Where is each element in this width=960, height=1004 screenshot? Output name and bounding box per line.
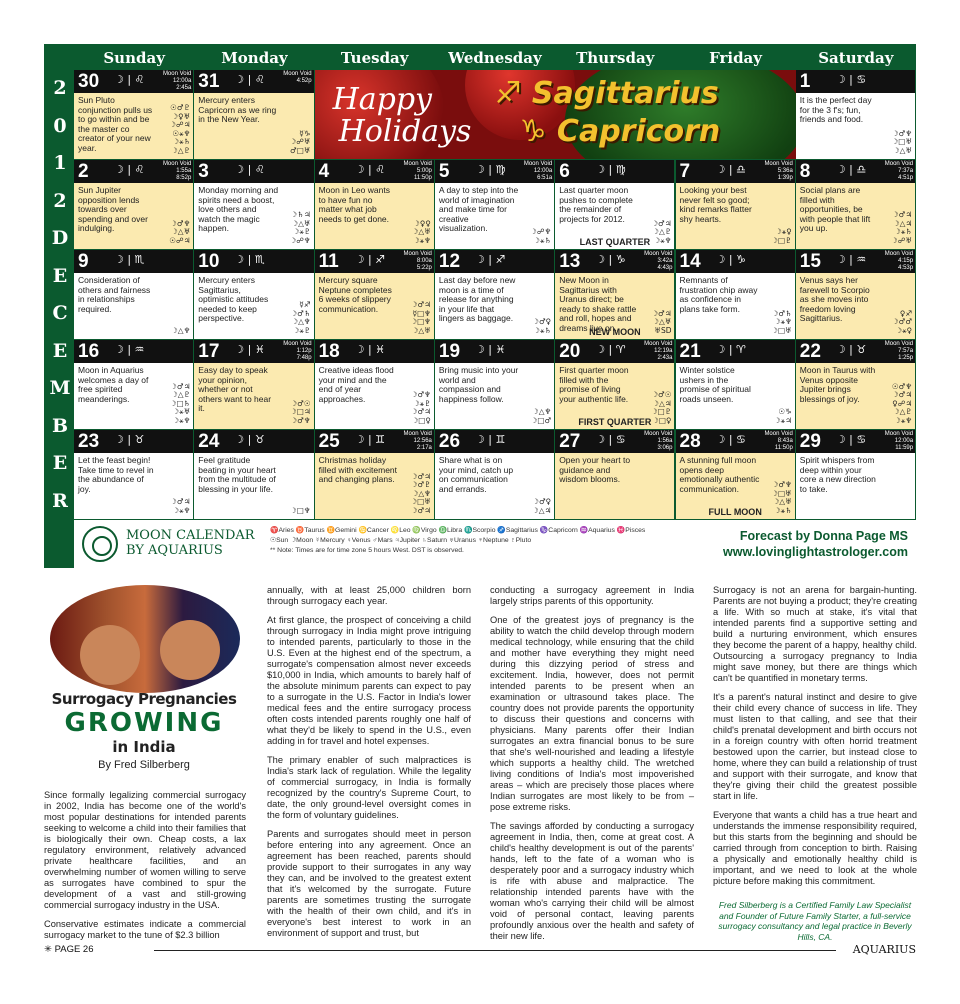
calendar-day-3	[194, 160, 314, 250]
moon-sign: ☽ | ♊	[354, 433, 386, 446]
calendar-day-5	[435, 160, 555, 250]
vertical-letter: D	[51, 227, 69, 250]
day-number: 23	[78, 431, 100, 452]
day-number: 25	[318, 431, 340, 452]
day-header	[194, 250, 313, 273]
day-number: 15	[799, 251, 821, 272]
forecast-credit: Forecast by Donna Page MS www.lovinglightastrologer.com	[723, 529, 908, 559]
aspect-list: ☽♂♆ ☽□♅ ☽△♅ ☽⚹♄	[771, 480, 792, 515]
weekday-saturday: Saturday	[818, 49, 894, 67]
moon-void-times: Moon Void 5:00p 11:50p	[403, 161, 432, 181]
moon-sign: ☽ | ♐	[354, 253, 386, 266]
calendar-footer	[74, 520, 916, 568]
article-byline: By Fred Silberberg	[98, 759, 190, 771]
aspect-list: ☽⚹♀ ☽□♇	[771, 227, 792, 245]
day-header	[194, 160, 313, 183]
day-forecast: A day to step into the world of imagination and make time for creative visualization.	[438, 185, 519, 233]
day-number: 9	[78, 251, 89, 272]
moon-void-times: Moon Void 7:57a 1:25p	[884, 341, 914, 361]
day-number: 29	[799, 431, 821, 452]
day-header	[676, 250, 795, 273]
calendar-day-11	[315, 250, 435, 340]
moon-void-times: Moon Void 4:15p 4:53p	[884, 251, 914, 271]
calendar-day-29	[796, 430, 916, 520]
author-bio: Fred Silberberg is a Certified Family Law Specialist and Founder of Future Family Starter, a full-service surrogacy consultancy and legal practice in Beverly Hills, CA.	[718, 900, 912, 942]
article-paragraph: conducting a surrogacy agreement in India largely strips parents of this opportunity.	[490, 585, 694, 606]
day-body	[555, 453, 674, 519]
moon-void-times: Moon Void 1:55a 8:52p	[162, 161, 192, 181]
day-number: 26	[438, 431, 461, 452]
moon-void-times: Moon Void 12:19a 2:43a	[644, 341, 673, 361]
day-forecast: Easy day to speak your opinion, whether or not others want to hear it.	[198, 365, 272, 413]
moon-void-times: Moon Void 12:00a 6:51a	[523, 161, 553, 181]
day-number: 2	[78, 161, 89, 182]
day-number: 19	[438, 341, 461, 362]
day-header	[435, 430, 554, 453]
day-header	[315, 160, 434, 183]
day-forecast: Winter solstice ushers in the promise of spiritual roads unseen.	[679, 365, 751, 404]
day-body	[194, 93, 313, 159]
day-body	[555, 183, 674, 249]
symbol-legend: ♈Aries ♉Taurus ♊Gemini ♋Cancer ♌Leo ♍Virgo ♎Libra ♏Scorpio ♐Sagittarius ♑Capricorn ♒Aquarius ♓Pisces ☉Sun ☽Moon ☿Mercury ♀Venus ♂Mars ♃Jupiter ♄Saturn ♅Uranus ♆Neptune ♇Pluto ** Note: Times are for time zone 5 hours West. DST is observed.	[270, 527, 646, 554]
day-header	[74, 340, 193, 363]
article-column-2	[267, 585, 471, 947]
day-body	[796, 363, 915, 429]
calendar-day-7	[676, 160, 796, 250]
moon-sign: ☽ | ♋	[835, 73, 867, 86]
day-number: 13	[559, 251, 581, 272]
day-body	[676, 363, 795, 429]
day-body	[676, 273, 795, 339]
vertical-letter: C	[52, 302, 68, 325]
moon-void-times: Moon Void 12:00a 11:59p	[884, 431, 914, 451]
day-body	[555, 363, 674, 429]
day-header	[435, 340, 554, 363]
day-forecast: Last day before new moon is a time of release for anything in your life that lingers as baggage.	[438, 275, 516, 323]
magazine-name: AQUARIUS	[852, 943, 916, 956]
moon-sign: ☽ | ♋	[595, 433, 626, 446]
aspect-list: ☉♂♇ ☽♀♅ ☽☍♃ ☉⚹♆ ☽⚹♄ ☽△♇	[169, 103, 191, 155]
aspect-list: ☽♂♀ ☽⚹♄	[532, 317, 552, 335]
day-header	[315, 430, 434, 453]
day-header	[676, 340, 795, 363]
day-body	[74, 363, 193, 429]
aspect-list: ☽♂♆ ☽□♅ ☽△♅	[891, 128, 913, 155]
day-forecast: Last quarter moon pushes to complete the remainder of projects for 2012.	[559, 185, 633, 224]
day-forecast: Moon in Taurus with Venus opposite Jupiter brings blessings of joy.	[799, 365, 876, 404]
moon-sign: ☽ | ♉	[114, 433, 145, 446]
day-body	[74, 93, 193, 159]
weekday-monday: Monday	[221, 49, 288, 67]
calendar-day-13	[555, 250, 675, 340]
day-forecast: New Moon in Sagittarius with Uranus direct; be ready to shake rattle and roll, hopes and dreams live on.	[559, 275, 637, 333]
aspect-list: ♀♐ ☽♂♂ ☽⚹♀	[891, 308, 913, 335]
weekday-header	[74, 46, 916, 70]
day-forecast: Looking your best never felt so good; kind remarks flatter shy hearts.	[679, 185, 752, 224]
day-forecast: A stunning full moon opens deep emotionally authentic communication.	[679, 455, 760, 494]
day-header	[74, 430, 193, 453]
moon-void-times: Moon Void 12:56a 2:17a	[403, 431, 432, 451]
vertical-letter: 2	[53, 189, 67, 212]
moon-void-times: Moon Void 4:52p	[283, 71, 312, 84]
holiday-banner	[315, 70, 796, 159]
day-forecast: Feel gratitude beating in your heart from the multitude of blessing in your life.	[198, 455, 276, 494]
day-header	[796, 250, 915, 273]
article-title: Surrogacy Pregnancies GROWING in India By Fred Silberberg	[44, 690, 244, 771]
aspect-list: ☽♂♆ ☽⚹♇ ☽♂♃ ☽□♀	[410, 390, 431, 425]
day-forecast: Moon in Leo wants to have fun no matter what job needs to get done.	[318, 185, 390, 224]
vertical-letter: 1	[53, 152, 67, 175]
article-paragraph: At first glance, the prospect of conceiving a child through surrogacy in India might prove intriguing to intended parents, particularly to those in the U.S. Even at the highest end of the spectrum, a surrogate's compensation almost never exceeds $10,000 in India, which amounts to barely half of the absolute minimum parents can expect to pay to a surrogate in the U.S. Factor in India's lower medical fees and the entire surrogacy process often costs intended parents roughly one half of what they'd be likely to spend in the U.S., even adding in for travel and hotel expenses.	[267, 615, 471, 746]
moon-phase-label: LAST QUARTER	[579, 237, 651, 247]
weekday-thursday: Thursday	[576, 49, 655, 67]
moon-sign: ☽ | ♉	[835, 343, 867, 356]
calendar-day-21	[676, 340, 796, 430]
day-number: 8	[799, 161, 811, 182]
moon-sign: ☽ | ♎	[835, 163, 867, 176]
vertical-letter: 2	[53, 77, 67, 100]
moon-sign: ☽ | ♌	[114, 73, 145, 86]
moon-sign: ☽ | ♑	[595, 253, 626, 266]
moon-sign: ☽ | ♈	[595, 343, 626, 356]
moon-sign: ☽ | ♏	[114, 253, 145, 266]
moon-void-times: Moon Void 8:00a 5:22p	[403, 251, 432, 271]
day-header	[435, 160, 554, 183]
article-paragraph: It's a parent's natural instinct and desire to give their child every chance of success in life. They must listen to that calling, and see that their child's prenatal development and birth occurs not in a foreign country with often horrid treatment bestowed upon the carrier, but instead close to home, where they can build a relationship of trust and support with their surrogate, and know that they're giving their child the greatest possible start in life.	[713, 692, 917, 801]
calendar-day-8	[796, 160, 916, 250]
day-body	[676, 183, 795, 249]
article-photo	[50, 585, 240, 693]
moon-void-times: Moon Void 3:42a 4:43p	[644, 251, 673, 271]
article-paragraph: annually, with at least 25,000 children born through surrogacy each year.	[267, 585, 471, 606]
moon-sign: ☽ | ♒	[114, 343, 145, 356]
moon-void-times: Moon Void 12:00a 2:45a	[162, 71, 192, 91]
weekday-friday: Friday	[709, 49, 762, 67]
day-number: 16	[78, 341, 100, 362]
day-forecast: Moon in Aquarius welcomes a day of free spirited meanderings.	[78, 365, 149, 404]
day-header	[194, 430, 313, 453]
day-number: 20	[559, 341, 581, 362]
day-header	[74, 160, 193, 183]
day-header	[315, 340, 434, 363]
calendar-day-30	[74, 70, 194, 160]
aspect-list: ☉♑ ☽⚹♃	[773, 407, 792, 425]
aspect-list: ☽△♆	[171, 325, 191, 335]
day-number: 27	[559, 431, 581, 452]
day-body	[315, 273, 434, 339]
day-body	[796, 93, 915, 159]
day-body	[74, 183, 193, 249]
day-header	[796, 430, 915, 453]
calendar-day-14	[676, 250, 796, 340]
vertical-letter: E	[52, 264, 68, 287]
day-number: 22	[799, 341, 821, 362]
day-forecast: Mercury enters Sagittarius, optimistic attitudes needed to keep perspective.	[198, 275, 269, 323]
calendar-day-20	[555, 340, 675, 430]
moon-phase-label: NEW MOON	[589, 327, 641, 337]
day-header	[796, 70, 915, 93]
weekday-wednesday: Wednesday	[448, 49, 542, 67]
day-header	[796, 340, 915, 363]
day-body	[74, 453, 193, 519]
moon-void-times: Moon Void 1:12p 7:48p	[283, 341, 312, 361]
day-body	[435, 363, 554, 429]
moon-sign: ☽ | ♌	[234, 73, 265, 86]
weekday-tuesday: Tuesday	[340, 49, 409, 67]
moon-void-times: Moon Void 7:37a 4:51p	[884, 161, 914, 181]
vertical-letter: 0	[53, 114, 67, 137]
moon-sign: ☽ | ♓	[354, 343, 386, 356]
aspect-list: ☽♂☉ ☽△♃ ☽□♇ ☽□♀	[650, 390, 672, 425]
article-paragraph: Since formally legalizing commercial surrogacy in 2002, India has become one of the world's most popular destinations for intended parents seeking to welcome a child into their families that is biologically their own. Cheap costs, a lax regulatory environment, relatively advanced private healthcare facilities, and an overwhelming number of women willing to serve as surrogates have combined to spur the development of a vast and still-growing commercial surrogacy industry in the USA.	[44, 790, 246, 910]
day-number: 30	[78, 71, 100, 92]
article-paragraph: Surrogacy is not an arena for bargain-hunting. Parents are not buying a product; they're creating a life. With so much at stake, it's vital that intended parents find a supportive setting and build a nurturing environment, which ensures they become the parent of a happy, healthy child. Outsourcing a surrogacy pregnancy to India might save money, but there are things which can't be quantified in monetary terms.	[713, 585, 917, 683]
day-forecast: Creative ideas flood your mind and the end of year approaches.	[318, 365, 394, 404]
vertical-letter: R	[52, 489, 68, 512]
vertical-letter: M	[49, 377, 71, 400]
vertical-letter: B	[51, 414, 69, 437]
article-paragraph: The primary enabler of such malpractices is India's stark lack of regulation. While the legality of commercial surrogacy, in India is formally recognized by the country's Supreme Court, to date, the only ground-level oversight comes in the form of voluntary guidelines.	[267, 755, 471, 820]
day-number: 6	[559, 161, 570, 182]
moon-void-times: Moon Void 8:43a 11:50p	[764, 431, 793, 451]
moon-sign: ☽ | ♐	[474, 253, 506, 266]
aspect-list: ☿♑ ☽☍♅ ♂□♅	[289, 128, 311, 155]
day-forecast: Bring music into your world and compassion and happiness follow.	[438, 365, 519, 404]
calendar-day-26	[435, 430, 555, 520]
article-paragraph: Conservative estimates indicate a commercial surrogacy market to the tune of $2.3 billion	[44, 919, 246, 940]
aspect-list: ☿♐ ☽♂♄ ☽△♆ ☽⚹♇	[290, 300, 311, 335]
aspect-list: ☽♂♃ ☽△♅ ♅SD	[651, 308, 672, 335]
day-body	[555, 273, 674, 339]
day-header	[74, 250, 193, 273]
aspect-list: ☽□♆	[290, 505, 311, 515]
aspect-list: ☽△♆ ☽□♂	[530, 407, 552, 425]
moon-sign: ☽ | ♓	[474, 343, 506, 356]
aspect-list: ☽☍♆ ☽⚹♄	[530, 227, 552, 245]
moon-sign: ☽ | ♉	[234, 433, 265, 446]
moon-phase-label: FIRST QUARTER	[578, 417, 652, 427]
day-header	[555, 250, 674, 273]
calendar-day-27	[555, 430, 675, 520]
sagittarius-title: ♐ Sagittarius	[494, 76, 719, 111]
day-body	[194, 273, 313, 339]
calendar-day-16	[74, 340, 194, 430]
day-body	[435, 453, 554, 519]
day-forecast: Mercury enters Capricorn as we ring in the New Year.	[198, 95, 277, 124]
day-forecast: Open your heart to guidance and wisdom blooms.	[559, 455, 631, 484]
day-forecast: Sun Jupiter opposition lends towards over spending and over indulging.	[78, 185, 148, 233]
calendar-day-4	[315, 160, 435, 250]
day-number: 24	[198, 431, 220, 452]
day-header	[555, 430, 674, 453]
calendar-day-1	[796, 70, 916, 160]
day-header	[194, 70, 313, 93]
day-forecast: Sun Pluto conjunction pulls us to go within and be the master co creator of your new year.	[78, 95, 153, 153]
day-number: 1	[799, 71, 811, 92]
day-header	[194, 340, 313, 363]
day-number: 31	[198, 71, 220, 92]
moon-sign: ☽ | ♈	[715, 343, 746, 356]
day-header	[315, 250, 434, 273]
calendar-day-2	[74, 160, 194, 250]
calendar-day-24	[194, 430, 314, 520]
day-header	[676, 160, 795, 183]
day-body	[315, 453, 434, 519]
article-column-1	[44, 790, 246, 949]
vertical-letter: E	[52, 452, 68, 475]
day-number: 21	[679, 341, 701, 362]
moon-sign: ☽ | ♊	[474, 433, 506, 446]
moon-sign: ☽ | ♍	[595, 163, 626, 176]
day-body	[796, 453, 915, 519]
moon-calendar-logo: MOON CALENDAR BY AQUARIUS	[126, 528, 255, 558]
aspect-list: ☽♀♀ ☽△♅ ☽⚹♆	[411, 218, 431, 245]
month-year-vertical-label	[46, 70, 74, 520]
aspect-list: ☽♂♃ ☿□♆ ☽□♆ ☽△♅	[410, 300, 431, 335]
aspect-list: ☽♄♃ ☽△♅ ☽⚹♇ ☽☍♆	[289, 210, 311, 245]
day-forecast: Monday morning and spirits need a boost, love others and watch the magic happen.	[198, 185, 279, 233]
article-paragraph: Everyone that wants a child has a true heart and understands the immense responsibility required, but this starts from the beginning and should be carried through from conception to birth. Raising a physically and emotionally healthy child is important, and we need to look at the whole picture before making this commitment.	[713, 810, 917, 886]
day-forecast: Consideration of others and fairness in relationships required.	[78, 275, 151, 314]
day-body	[194, 183, 313, 249]
capricorn-title: ♑ Capricorn	[519, 114, 721, 149]
calendar-day-9	[74, 250, 194, 340]
aspect-list: ☽♂♃ ☽△♇ ☽⚹♆	[651, 218, 672, 245]
day-header	[676, 430, 795, 453]
calendar-day-22	[796, 340, 916, 430]
day-header	[796, 160, 915, 183]
aspect-list: ☽♂♃ ☽♂♇ ☽△♆ ☽□♅ ☽♂♃	[410, 471, 431, 515]
moon-sign: ☽ | ♎	[715, 163, 746, 176]
moon-sign: ☽ | ♌	[234, 163, 265, 176]
website-link[interactable]: www.lovinglightastrologer.com	[723, 545, 908, 559]
day-body	[194, 363, 313, 429]
day-forecast: Share what is on your mind, catch up on communication and errands.	[438, 455, 514, 494]
calendar-day-23	[74, 430, 194, 520]
article-column-3	[490, 585, 694, 950]
calendar-day-6	[555, 160, 675, 250]
moon-sign: ☽ | ♒	[835, 253, 867, 266]
calendar-day-31	[194, 70, 314, 160]
aspect-list: ☽♂♆ ☽△♅ ☉☍♃	[169, 218, 191, 245]
day-forecast: First quarter moon filled with the promise of living your authentic life.	[559, 365, 629, 404]
moon-sign: ☽ | ♑	[715, 253, 746, 266]
day-header	[435, 250, 554, 273]
day-body	[194, 453, 313, 519]
moon-sign: ☽ | ♍	[474, 163, 506, 176]
moon-sign: ☽ | ♋	[835, 433, 867, 446]
day-forecast: Spirit whispers from deep within your core a new direction to take.	[799, 455, 876, 494]
day-body	[676, 453, 795, 519]
day-number: 17	[198, 341, 220, 362]
aspect-list: ☽♂♀ ☽△♃	[531, 497, 552, 515]
day-forecast: Christmas holiday filled with excitement and changing plans.	[318, 455, 398, 484]
day-body	[435, 183, 554, 249]
day-number: 28	[679, 431, 701, 452]
day-body	[796, 183, 915, 249]
calendar-day-25	[315, 430, 435, 520]
article-column-4	[713, 585, 917, 895]
moon-calendar	[44, 44, 916, 568]
moon-sign: ☽ | ♓	[234, 343, 265, 356]
day-number: 14	[679, 251, 701, 272]
article-paragraph: The savings afforded by conducting a surrogacy agreement in India, then, come at great cost. A child's healthy development is out of the parents' hands, left to the fate of a woman who is desperately poor and a surrogacy industry which is rife with abuse and malpractice. The relationship intended parents have with the woman who's carrying their child will be almost void of personal contact, leaving parents profoundly anxious over the health and safety of their new life.	[490, 821, 694, 941]
weekday-sunday: Sunday	[103, 49, 165, 67]
day-forecast: Social plans are filled with opportunities, be with people that lift you up.	[799, 185, 871, 233]
day-body	[435, 273, 554, 339]
day-number: 3	[198, 161, 209, 182]
day-forecast: Venus says her farewell to Scorpio as she moves into freedom loving Sagittarius.	[799, 275, 870, 323]
moon-sign: ☽ | ♌	[354, 163, 386, 176]
happy-holidays-text: Happy Holidays	[332, 82, 472, 149]
aspect-list: ☽♂♃ ☽△♃ ☽⚹♄ ☽☍♅	[891, 210, 913, 245]
day-forecast: Remnants of frustration chip away as confidence in plans take form.	[679, 275, 758, 314]
footer-rule	[154, 950, 836, 951]
moon-phase-label: FULL MOON	[708, 507, 762, 517]
calendar-day-15	[796, 250, 916, 340]
day-forecast: Mercury square Neptune completes 6 weeks of slippery communication.	[318, 275, 392, 314]
day-body	[315, 363, 434, 429]
day-number: 18	[318, 341, 340, 362]
calendar-day-28	[676, 430, 796, 520]
moon-sign: ☽ | ♋	[715, 433, 746, 446]
page-number: ✳ PAGE 26	[44, 944, 94, 955]
day-number: 10	[198, 251, 220, 272]
calendar-day-10	[194, 250, 314, 340]
moon-sign: ☽ | ♏	[234, 253, 265, 266]
article-paragraph: One of the greatest joys of pregnancy is the ability to watch the child develop through modern medical technology, while ensuring that the child and mother have everything they might need during this dizzying period of stress and excitement. India, however, does not permit intended parents to be present when an examination or ultrasound takes place. The country does not provide parents the opportunity to discuss their questions and concerns with physicians. Many parents offer their Indian surrogates an extra financial bonus to be sure that she's well-nourished and leading a lifestyle which supports a healthy child. The wretched living conditions of India's most impoverished areas – which are precisely those places where Indian surrogates are most likely to be from – pose extreme risks.	[490, 615, 694, 812]
page-footer	[44, 944, 916, 958]
day-header	[555, 160, 674, 183]
day-number: 11	[318, 251, 339, 272]
day-forecast: It is the perfect day for the 3 f's; fun, friends and food.	[799, 95, 872, 124]
day-body	[796, 273, 915, 339]
day-number: 4	[318, 161, 330, 182]
moon-sign: ☽ | ♌	[114, 163, 145, 176]
calendar-day-17	[194, 340, 314, 430]
vertical-letter: E	[52, 339, 68, 362]
day-header	[555, 340, 674, 363]
aspect-list: ☽♂♃ ☽⚹♆	[170, 497, 191, 515]
calendar-day-18	[315, 340, 435, 430]
aspect-list: ☉♂♆ ☽♂♃ ♀☍♃ ☽△♇ ☽⚹♆	[891, 381, 913, 425]
calendar-day-12	[435, 250, 555, 340]
calendar-day-19	[435, 340, 555, 430]
aspect-list: ☽♂♄ ☽⚹♆ ☽□♅	[771, 308, 792, 335]
moon-void-times: Moon Void 1:56a 3:06p	[644, 431, 673, 451]
day-header	[74, 70, 193, 93]
day-body	[315, 183, 434, 249]
day-number: 5	[438, 161, 450, 182]
moon-calendar-logo-icon	[82, 526, 118, 562]
day-number: 12	[438, 251, 461, 272]
aspect-list: ☽♂☉ ☽□♃ ☽♂♆	[290, 398, 311, 425]
day-forecast: Let the feast begin! Take time to revel in the abundance of joy.	[78, 455, 154, 494]
moon-void-times: Moon Void 5:36a 1:39p	[764, 161, 793, 181]
aspect-list: ☽♂♃ ☽△♇ ☽□♄ ☽⚹♅ ☽⚹♆	[169, 381, 191, 425]
day-number: 7	[679, 161, 691, 182]
day-body	[74, 273, 193, 339]
article-paragraph: Parents and surrogates should meet in person before entering into any agreement. Once an agreement has been reached, parents should provide support to their surrogates in any way they can, and be involved to the greatest extent that it's welcomed by the surrogate. Future parents are sometimes trusting the surrogate with the health of their own child, and it's in everyone's best interest to work in an environment of support and trust, but	[267, 829, 471, 938]
